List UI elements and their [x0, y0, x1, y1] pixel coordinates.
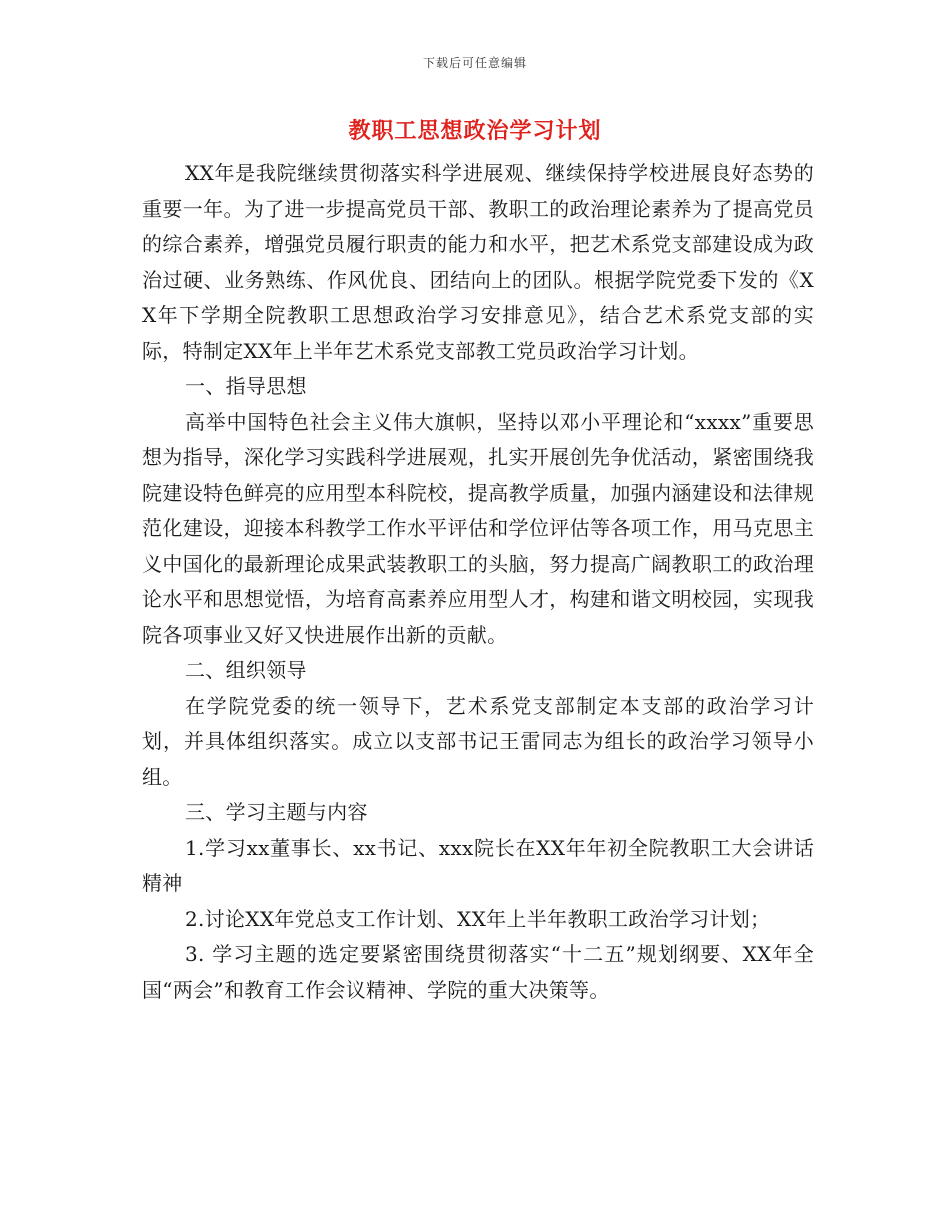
document-body: [142, 156, 814, 1008]
section-heading-guiding-thought: 一、指导思想: [185, 374, 307, 398]
study-item-1: 1.学习xx董事长、xx书记、xxx院长在XX年年初全院教职工大会讲话精神: [142, 835, 814, 895]
guiding-thought-paragraph: 高举中国特色社会主义伟大旗帜，坚持以邓小平理论和“xxxx”重要思想为指导，深化学习实践科学进展观，扎实开展创先争优活动，紧密围绕我院建设特色鲜亮的应用型本科院校，提高教学质量，加强内涵建设和法律规范化建设，迎接本科教学工作水平评估和学位评估等各项工作，用马克思主义中国化的最新理论成果武装教职工的头脑，努力提高广阔教职工的政治理论水平和思想觉悟，为培育高素养应用型人才，构建和谐文明校园，实现我院各项事业又好又快进展作出新的贡献。: [142, 409, 814, 647]
section-heading-organization: 二、组织领导: [185, 658, 307, 682]
study-item-3: 3. 学习主题的选定要紧密围绕贯彻落实“十二五”规划纲要、XX年全国“两会”和教育工作会议精神、学院的重大决策等。: [142, 942, 814, 1002]
section-heading-study-topics: 三、学习主题与内容: [185, 800, 368, 824]
intro-paragraph: XX年是我院继续贯彻落实科学进展观、继续保持学校进展良好态势的重要一年。为了进一步提高党员干部、教职工的政治理论素养为了提高党员的综合素养，增强党员履行职责的能力和水平，把艺术系党支部建设成为政治过硬、业务熟练、作风优良、团结向上的团队。根据学院党委下发的《XX年下学期全院教职工思想政治学习安排意见》，结合艺术系党支部的实际，特制定XX年上半年艺术系党支部教工党员政治学习计划。: [142, 161, 814, 363]
organization-paragraph: 在学院党委的统一领导下，艺术系党支部制定本支部的政治学习计划，并具体组织落实。成立以支部书记王雷同志为组长的政治学习领导小组。: [142, 693, 814, 789]
study-item-2: 2.讨论XX年党总支工作计划、XX年上半年教职工政治学习计划；: [185, 906, 771, 931]
document-title: 教职工思想政治学习计划: [348, 118, 602, 144]
header-note: 下载后可任意编辑: [422, 56, 527, 70]
